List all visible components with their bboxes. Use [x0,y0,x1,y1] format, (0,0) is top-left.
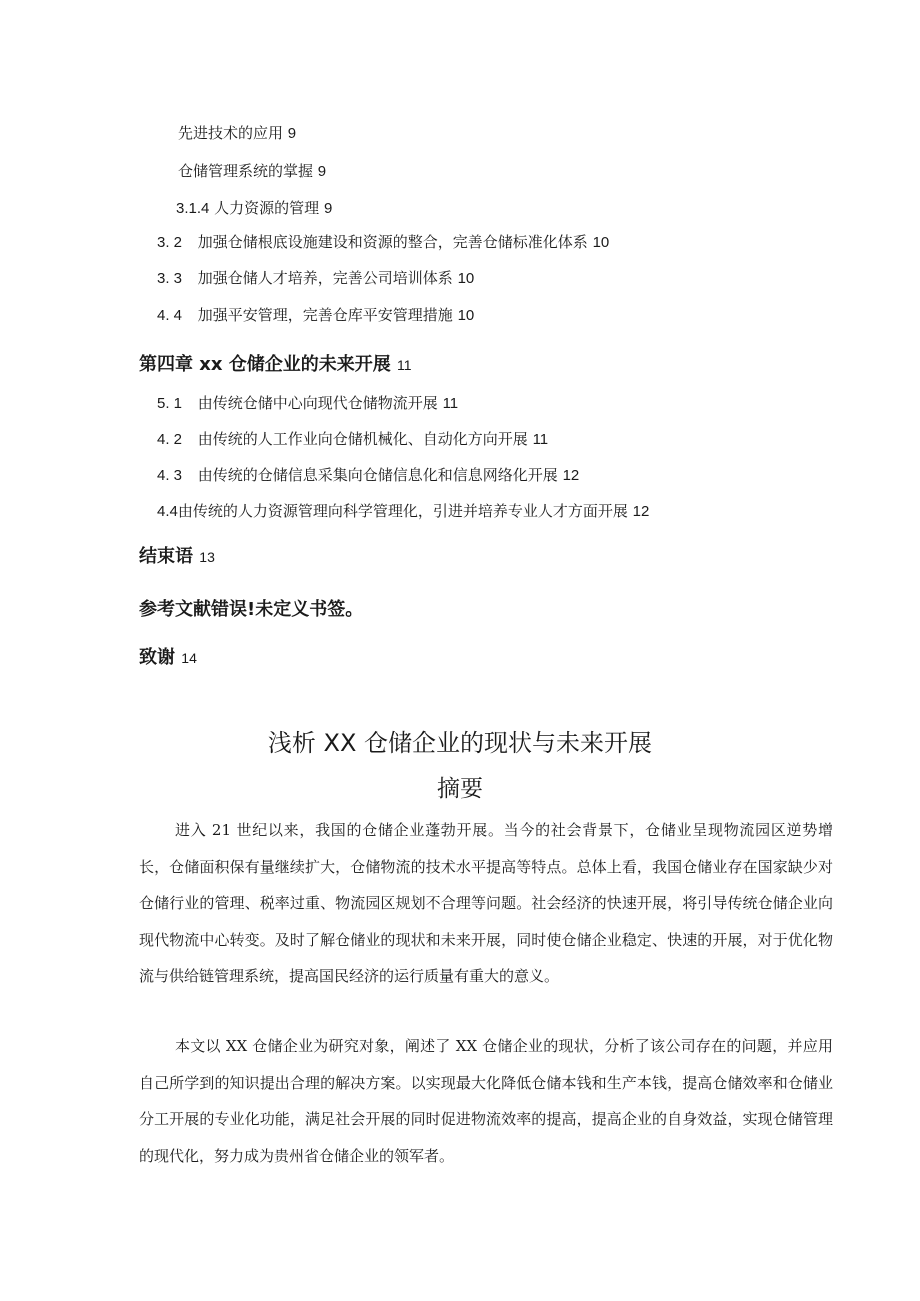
toc-chapter-4 [139,353,412,377]
toc-entry-number: 4. 4 [157,307,183,324]
toc-entry-text: 由传统的人工作业向仓储机械化、自动化方向开展 [197,430,528,448]
toc-references [139,598,363,622]
toc-entry-number: 4.4 [157,503,178,520]
toc-entry-page: 9 [317,163,327,180]
toc-entry-text: 加强平安管理，完善仓库平安管理措施 [197,306,453,324]
toc-chapter-text: 第四章 xx 仓储企业的未来开展 [139,354,391,375]
toc-thanks-page: 14 [181,650,197,666]
toc-entry [178,161,326,182]
toc-entry-page: 11 [442,395,459,412]
toc-entry-page: 10 [457,270,475,287]
toc-entry [157,305,474,326]
toc-entry-number: 5. 1 [157,395,183,412]
toc-entry-page: 9 [287,125,297,142]
toc-references-text: 参考文献错误!未定义书签。 [139,599,364,620]
toc-entry-text: 仓储管理系统的掌握 [178,162,314,180]
toc-entry [157,232,609,253]
toc-entry-page: 10 [457,307,475,324]
toc-entry [178,123,296,144]
toc-entry [157,465,579,486]
toc-entry-text: 由传统仓储中心向现代仓储物流开展 [197,394,438,412]
toc-conclusion-page: 13 [199,549,215,565]
toc-entry [157,429,548,450]
toc-thanks [139,646,197,670]
toc-thanks-text: 致谢 [139,647,175,668]
toc-entry-text: 由传统的人力资源管理向科学管理化，引进并培养专业人才方面开展 [177,502,628,520]
toc-entry-number: 4. 2 [157,431,183,448]
toc-entry-page: 12 [632,503,650,520]
toc-entry-page: 9 [323,200,333,217]
toc-entry-number: 3. 3 [157,270,183,287]
toc-entry-text: 加强仓储根底设施建设和资源的整合，完善仓储标准化体系 [197,233,588,251]
toc-entry-number: 4. 3 [157,467,183,484]
document-title: 浅析 XX 仓储企业的现状与未来开展 [267,729,653,757]
toc-entry-text: 加强仓储人才培养，完善公司培训体系 [197,269,453,287]
toc-entry-page: 10 [592,234,610,251]
toc-entry-text: 先进技术的应用 [178,124,284,142]
toc-entry [176,198,332,219]
toc-entry-text: 由传统的仓储信息采集向仓储信息化和信息网络化开展 [197,466,558,484]
abstract-heading: 摘要 [437,776,483,802]
toc-entry [157,501,649,522]
toc-entry-page: 12 [562,467,580,484]
toc-entry [157,268,474,289]
abstract-paragraph: 进入 21 世纪以来，我国的仓储企业蓬勃开展。当今的社会背景下，仓储业呈现物流园区逆势增长，仓储面积保有量继续扩大，仓储物流的技术水平提高等特点。总体上看，我国仓储业存在国家缺少对仓储行业的管理、税率过重、物流园区规划不合理等问题。社会经济的快速开展，将引导传统仓储企业向现代物流中心转变。及时了解仓储业的现状和未来开展，同时使仓储企业稳定、快速的开展，对于优化物流与供给链管理系统，提高国民经济的运行质量有重大的意义。 [139,821,833,986]
toc-conclusion [139,545,215,569]
toc-entry-text: 人力资源的管理 [214,199,320,217]
toc-entry [157,393,458,414]
toc-entry-number: 3. 2 [157,234,183,251]
toc-entry-number: 3.1.4 [176,200,210,217]
toc-chapter-page: 11 [397,357,412,373]
abstract-paragraph: 本文以 XX 仓储企业为研究对象，阐述了 XX 仓储企业的现状，分析了该公司存在的问题，并应用自己所学到的知识提出合理的解决方案。以实现最大化降低仓储本钱和生产本钱，提高仓储效率和仓储业分工开展的专业化功能，满足社会开展的同时促进物流效率的提高，提高企业的自身效益，实现仓储管理的现代化，努力成为贵州省仓储企业的领军者。 [139,1037,833,1165]
toc-entry-page: 11 [532,431,549,448]
toc-conclusion-text: 结束语 [139,546,193,567]
